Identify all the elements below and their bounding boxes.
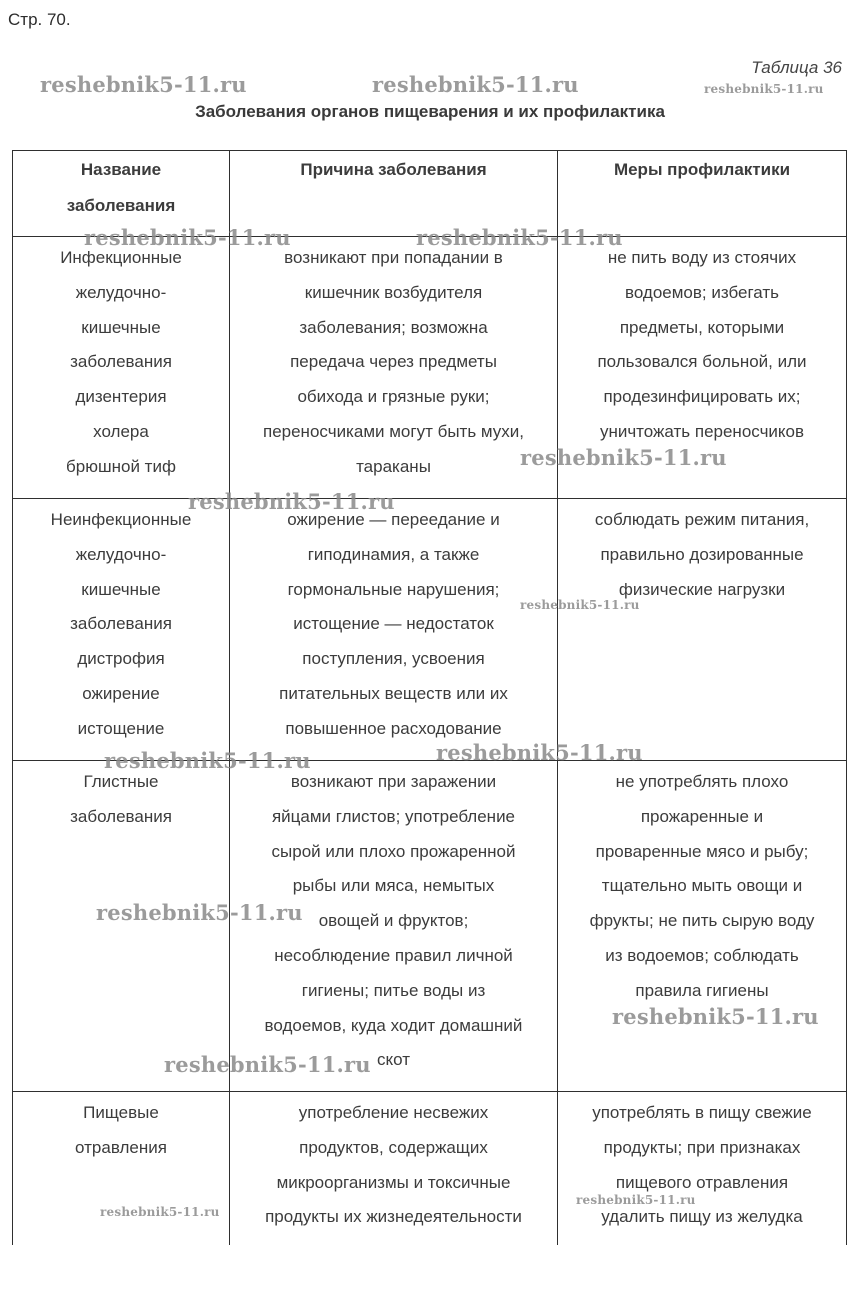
watermark: reshebnik5-11.ru (704, 82, 824, 96)
watermark: reshebnik5-11.ru (100, 1205, 220, 1219)
row-2-prevention-cell (558, 503, 846, 607)
cell-line: тараканы (356, 456, 431, 476)
cell-line: употреблять в пищу свежие (592, 1103, 812, 1122)
cell-line: переносчиками могут быть мухи, (262, 421, 525, 441)
watermark: reshebnik5-11.ru (436, 740, 643, 765)
cell-line: продезинфицировать их; (603, 387, 801, 407)
cell-line: продукты; при признаках (603, 1137, 801, 1157)
cell-line: гормональные нарушения; (287, 579, 500, 599)
cell-line: передача через предметы (290, 352, 497, 372)
cell-line: возникают при попадании в (284, 248, 503, 267)
row-4-name-cell (13, 1096, 229, 1166)
cell-line: желудочно- (75, 544, 167, 564)
row-2-name-cell (13, 503, 229, 747)
row-divider (12, 1091, 847, 1092)
cell-line: дистрофия (77, 649, 165, 669)
header-line: заболевания (66, 195, 176, 215)
row-3-name-cell (13, 765, 229, 835)
watermark: reshebnik5-11.ru (612, 1004, 819, 1029)
cell-line: истощение — недостаток (293, 614, 494, 634)
cell-line: Неинфекционные (50, 510, 192, 529)
row-1-prevention-cell (558, 241, 846, 450)
cell-line: Пищевые (83, 1103, 159, 1122)
cell-line: заболевания (70, 614, 172, 634)
table-border-right (846, 150, 847, 1245)
cell-line: употребление несвежих (298, 1103, 489, 1122)
row-1-name-cell (13, 241, 229, 485)
cell-line: кишечные (81, 579, 161, 599)
cell-line: обихода и грязные руки; (297, 387, 490, 407)
watermark: reshebnik5-11.ru (416, 225, 623, 250)
cell-line: соблюдать режим питания, (594, 510, 810, 529)
header-cell-cause (230, 152, 557, 188)
cell-line: прожаренные и (640, 806, 764, 826)
cell-line: удалить пищу из желудка (601, 1207, 803, 1227)
cell-line: истощение (77, 718, 165, 738)
watermark: reshebnik5-11.ru (372, 72, 579, 97)
cell-line: водоемов; избегать (624, 282, 780, 302)
cell-line: микроорганизмы и токсичные (276, 1172, 511, 1192)
watermark: reshebnik5-11.ru (520, 445, 727, 470)
cell-line: правила гигиены (635, 980, 769, 1000)
cell-line: пищевого отравления (615, 1172, 789, 1192)
watermark: reshebnik5-11.ru (84, 225, 291, 250)
header-cell-name (13, 152, 229, 223)
cell-line: гигиены; питье воды из (301, 980, 486, 1000)
cell-line: поступления, усвоения (302, 649, 485, 669)
cell-line: желудочно- (75, 282, 167, 302)
row-2-cause-cell (230, 503, 557, 747)
cell-line: кишечник возбудителя (304, 282, 483, 302)
cell-line: из водоемов; соблюдать (605, 945, 799, 965)
cell-line: кишечные (81, 317, 161, 337)
cell-line: скот (377, 1050, 410, 1070)
header-cell-prevention (558, 152, 846, 188)
row-divider (12, 498, 847, 499)
disease-table (12, 150, 847, 1245)
cell-line: ожирение — переедание и (287, 510, 500, 529)
watermark: reshebnik5-11.ru (188, 489, 395, 514)
cell-line: правильно дозированные (600, 544, 804, 564)
watermark: reshebnik5-11.ru (520, 598, 640, 612)
cell-line: овощей и фруктов; (318, 911, 469, 931)
header-line: Название (80, 160, 162, 179)
watermark: reshebnik5-11.ru (164, 1052, 371, 1077)
cell-line: предметы, которыми (619, 317, 785, 337)
row-4-prevention-cell (558, 1096, 846, 1235)
cell-line: сырой или плохо прожаренной (271, 841, 516, 861)
cell-line: питательных веществ или их (279, 683, 508, 703)
cell-line: пользовался больной, или (597, 352, 807, 372)
cell-line: отравления (75, 1137, 167, 1157)
watermark: reshebnik5-11.ru (40, 72, 247, 97)
table-number: Таблица 36 (751, 58, 842, 77)
cell-line: продуктов, содержащих (299, 1137, 488, 1157)
cell-line: несоблюдение правил личной (274, 945, 513, 965)
cell-line: не употреблять плохо (615, 772, 789, 791)
row-4-cause-cell (230, 1096, 557, 1235)
cell-line: не пить воду из стоячих (607, 248, 797, 267)
cell-line: возникают при заражении (290, 772, 497, 791)
cell-line: фрукты; не пить сырую воду (589, 911, 815, 931)
cell-line: тщательно мыть овощи и (601, 876, 803, 896)
row-3-prevention-cell (558, 765, 846, 1009)
watermark: reshebnik5-11.ru (104, 748, 311, 773)
watermark: reshebnik5-11.ru (576, 1193, 696, 1207)
table-title: Заболевания органов пищеварения и их профилактика (195, 102, 665, 121)
cell-line: заболевания; возможна (299, 317, 488, 337)
cell-line: проваренные мясо и рыбу; (595, 841, 809, 861)
table-border-top (12, 150, 847, 151)
cell-line: физические нагрузки (618, 579, 786, 599)
cell-line: ожирение (82, 683, 160, 703)
cell-line: брюшной тиф (66, 456, 176, 476)
row-1-cause-cell (230, 241, 557, 485)
cell-line: дизентерия (75, 387, 167, 407)
page-label: Стр. 70. (8, 10, 71, 29)
cell-line: рыбы или мяса, немытых (292, 876, 495, 896)
cell-line: повышенное расходование (285, 718, 502, 738)
watermark: reshebnik5-11.ru (96, 900, 303, 925)
header-line: Причина заболевания (300, 160, 487, 179)
cell-line: продукты их жизнедеятельности (265, 1207, 522, 1227)
cell-line: холера (93, 421, 149, 441)
header-line: Меры профилактики (613, 160, 791, 179)
cell-line: яйцами глистов; употребление (271, 806, 516, 826)
cell-line: уничтожать переносчиков (599, 421, 805, 441)
cell-line: заболевания (70, 806, 172, 826)
cell-line: Глистные (83, 772, 159, 791)
cell-line: гиподинамия, а также (307, 544, 480, 564)
cell-line: Инфекционные (60, 248, 182, 267)
cell-line: водоемов, куда ходит домашний (264, 1015, 523, 1035)
cell-line: заболевания (70, 352, 172, 372)
